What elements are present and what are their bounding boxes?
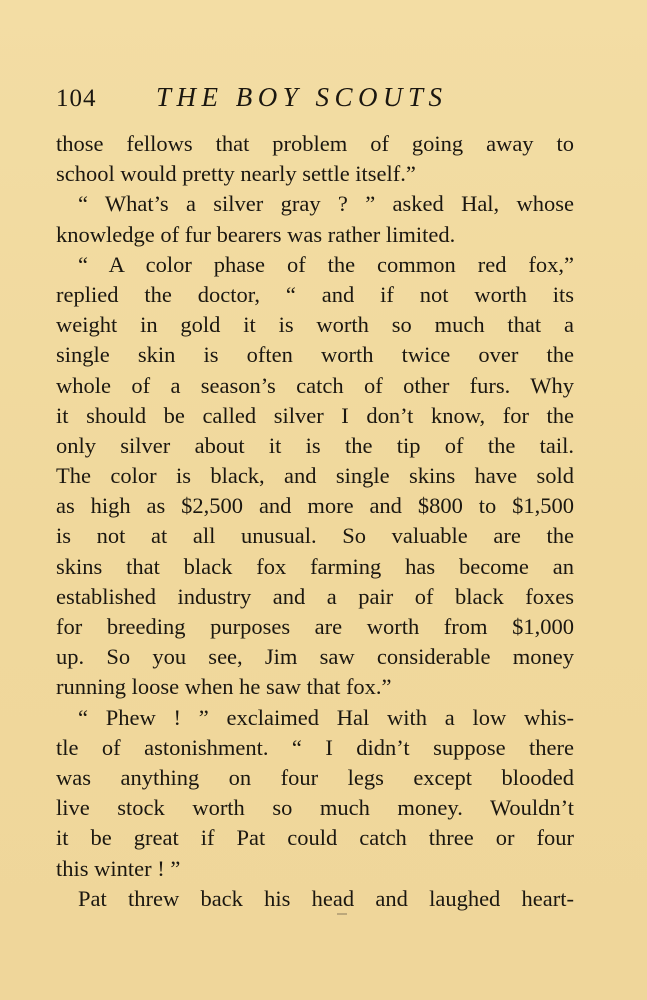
text-line: skins that black fox farming has become an: [56, 553, 574, 579]
text-line: weight in gold it is worth so much that a: [56, 312, 574, 338]
text-line: those fellows that problem of going away to: [56, 131, 574, 156]
text-line: it should be called silver I don’t know, for the: [56, 402, 574, 428]
text-line: tle of astonishment. “ I didn’t suppose there: [56, 734, 574, 760]
text-line: this winter ! ”: [56, 855, 181, 881]
page-number: 104: [56, 85, 97, 112]
text-line: it be great if Pat could catch three or four: [56, 825, 574, 851]
text-line: only silver about it is the tip of the tail.: [56, 432, 574, 458]
page-header: [56, 82, 586, 116]
text-line: The color is black, and single skins have sold: [56, 463, 574, 489]
text-line: knowledge of fur bearers was rather limited.: [56, 221, 456, 247]
text-line: replied the doctor, “ and if not worth its: [56, 281, 574, 307]
text-line: established industry and a pair of black foxes: [56, 583, 574, 609]
body-text: [56, 129, 574, 914]
text-line: “ What’s a silver gray ? ” asked Hal, whose: [78, 191, 574, 217]
text-line: live stock worth so much money. Wouldn’t: [56, 795, 574, 821]
text-line: is not at all unusual. So valuable are the: [56, 523, 574, 549]
text-line: Pat threw back his head and laughed heart-: [78, 885, 574, 911]
running-head: THE BOY SCOUTS: [156, 82, 448, 112]
text-line: up. So you see, Jim saw considerable money: [56, 644, 574, 670]
text-line: running loose when he saw that fox.”: [56, 674, 392, 700]
text-line: whole of a season’s catch of other furs. Why: [56, 372, 574, 398]
print-mark: [337, 913, 347, 915]
text-line: single skin is often worth twice over the: [56, 342, 574, 368]
text-line: was anything on four legs except blooded: [56, 764, 574, 790]
text-line: “ A color phase of the common red fox,”: [78, 251, 574, 277]
text-line: “ Phew ! ” exclaimed Hal with a low whis-: [78, 704, 574, 730]
text-line: for breeding purposes are worth from $1,000: [56, 614, 574, 639]
text-line: as high as $2,500 and more and $800 to $1,500: [56, 493, 574, 519]
text-line: school would pretty nearly settle itself.”: [56, 161, 416, 187]
